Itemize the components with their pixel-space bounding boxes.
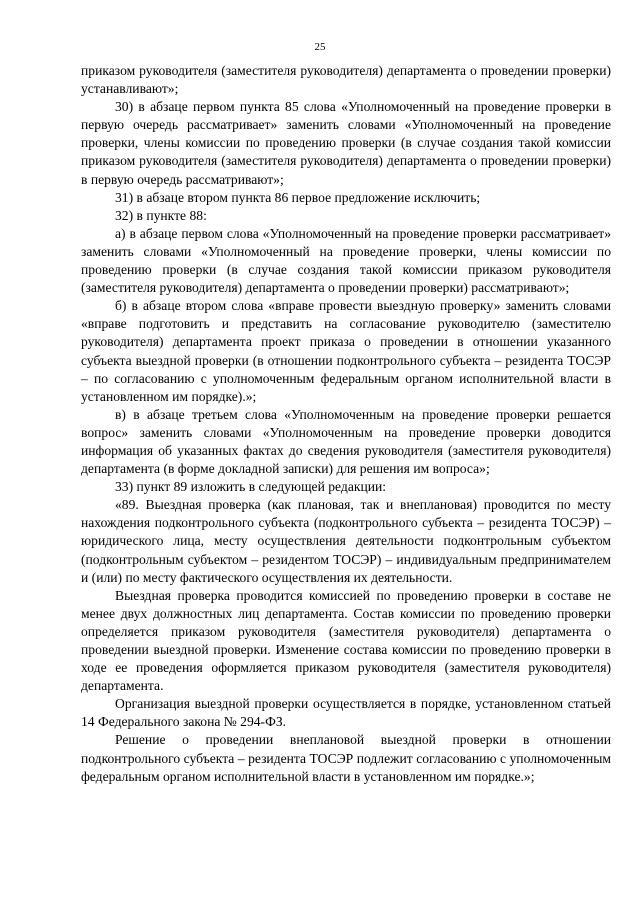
paragraph-clause-89: «89. Выездная проверка (как плановая, так и внеплановая) проводится по месту нахождения подконтрольного субъекта (подконтрольного субъекта – резидента ТОСЭР) – юридического лица, месту осуществления деятельности подконтрольным субъектом (подконтрольным субъектом – резидентом ТОСЭР) – индивидуальным предпринимателем и (или) по месту фактического осуществления их деятельности. (81, 497, 611, 585)
paragraph-item-32a: а) в абзаце первом слова «Уполномоченный на проведение проверки рассматривает» заменить словами «Уполномоченный на проведение проверки, члены комиссии по проведению проверки (в случае создания такой комиссии приказом руководителя (заместителя руководителя) департамента о проведении проверки) рассматривают»; (81, 225, 611, 296)
paragraph-item-32b: б) в абзаце втором слова «вправе провести выездную проверку» заменить словами «вправе подготовить и представить на согласование руководителю (заместителю руководителя) департамента проект приказа о проведении в отношении указанного субъекта выездной проверки (в отношении подконтрольного субъекта – резидента ТОСЭР – по согласованию с уполномоченным федеральным органом исполнительной власти в установленном им порядке).»; (81, 298, 611, 404)
paragraph-continuation: приказом руководителя (заместителя руководителя) департамента о проведении проверки) устанавливают»; (81, 63, 611, 97)
paragraph-item-32: 32) в пункте 88: (115, 207, 207, 223)
paragraph-item-30: 30) в абзаце первом пункта 85 слова «Уполномоченный на проведение проверки в первую очередь рассматривает» заменить словами «Уполномоченный на проведение проверки, члены комиссии по проведению проверки (в случае создания такой комиссии приказом руководителя (заместителя руководителя) департамента о проведении проверки) в первую очередь рассматривают»; (81, 99, 611, 187)
paragraph-commission: Выездная проверка проводится комиссией по проведению проверки в составе не менее двух должностных лиц департамента. Состав комиссии по проведению проверки определяется приказом руководителя (заместителя руководителя) департамента о проведении выездной проверки. Изменение состава комиссии по проведению проверки в ходе ее проведения оформляется приказом руководителя (заместителя руководителя) департамента. (81, 587, 611, 694)
page-number: 25 (314, 41, 326, 53)
paragraph-item-33: 33) пункт 89 изложить в следующей редакции: (115, 479, 387, 495)
paragraph-organization: Организация выездной проверки осуществляется в порядке, установленном статьей 14 Федерального закона № 294-ФЗ. (81, 696, 611, 730)
paragraph-item-32v: в) в абзаце третьем слова «Уполномоченным на проведение проверки решается вопрос» заменить словами «Уполномоченным на проведение проверки доводится информация об указанных фактах до сведения руководителя (заместителя руководителя) департамента (в форме докладной записки) для решения им вопроса»; (81, 406, 611, 477)
paragraph-decision: Решение о проведении внеплановой выездной проверки в отношении подконтрольного субъекта – резидента ТОСЭР подлежит согласованию с уполномоченным федеральным органом исполнительной власти в установленном им порядке.»; (81, 732, 611, 784)
paragraph-item-31: 31) в абзаце втором пункта 86 первое предложение исключить; (115, 189, 481, 205)
document-body (81, 62, 611, 786)
